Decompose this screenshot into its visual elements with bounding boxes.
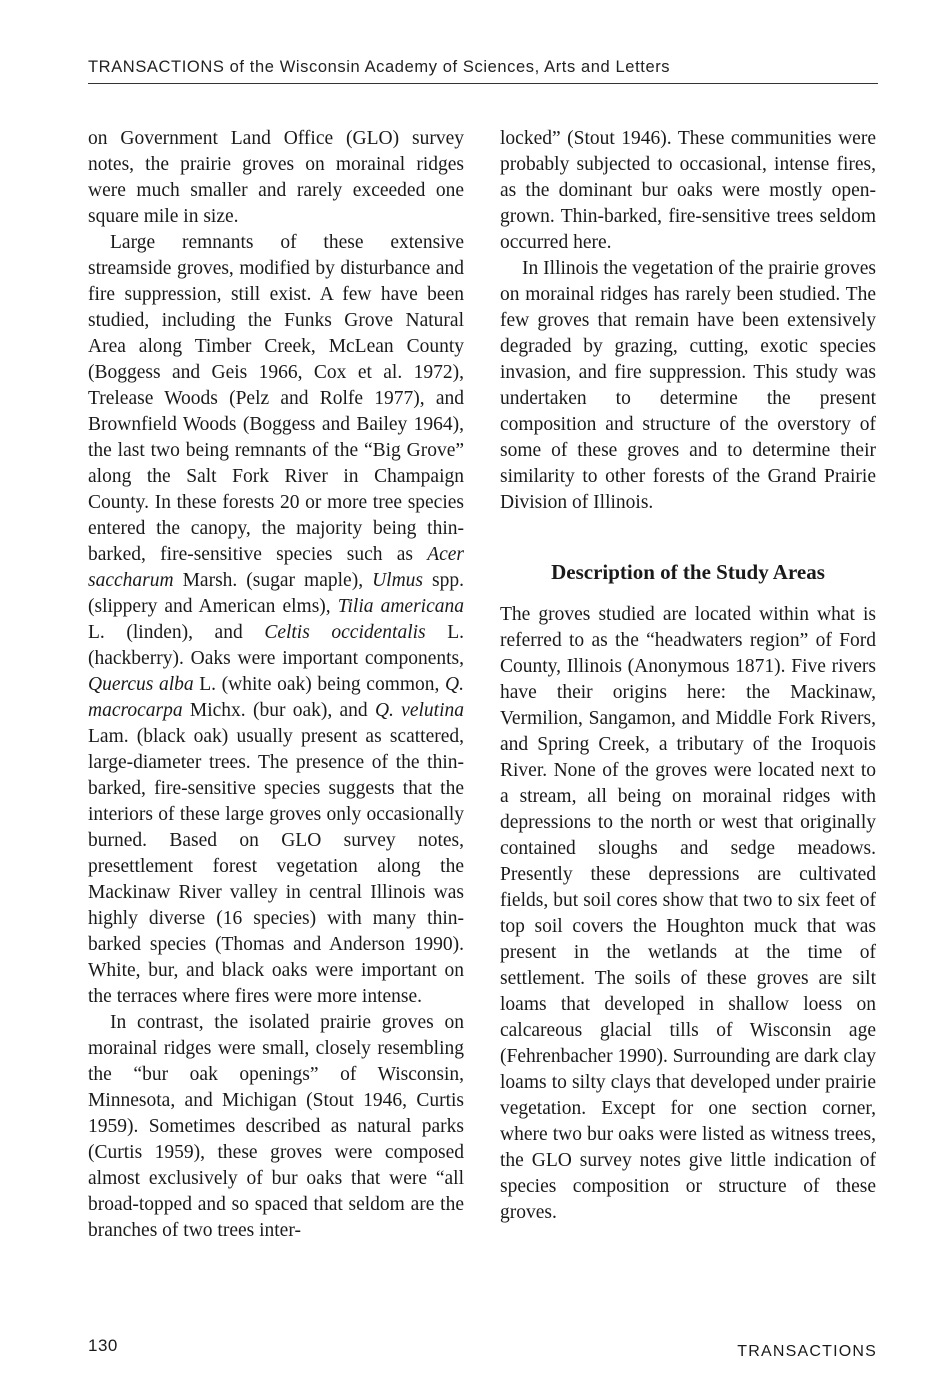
page-number: 130 (88, 1336, 118, 1355)
paragraph: In contrast, the isolated prairie groves on morainal ridges were small, closely resembling the “bur oak openings” of Wisconsin, Minnesota, and Michigan (Stout 1946, Curtis 1959). Sometimes described as natural parks (Curtis 1959), these groves were composed almost exclusively of bur oaks that were “all broad-topped and so spaced that seldom are the branches of two trees inter- (88, 1012, 464, 1241)
left-column (88, 126, 464, 1244)
text-run: Marsh. (sugar maple), (173, 570, 373, 591)
text-run: L. (hackberry). Oaks were important components, (88, 622, 464, 669)
right-column (500, 126, 876, 1226)
species-name: Q. velutina (374, 700, 464, 721)
footer-journal-title: TRANSACTIONS (737, 1343, 877, 1360)
text-run: L. (white oak) being common, (193, 674, 446, 695)
species-name: Tilia americana (337, 596, 464, 617)
paragraph: In Illinois the vegetation of the prairie groves on morainal ridges has rarely been studied. The few groves that remain have been extensively degraded by grazing, cutting, exotic species invasion, and fire suppression. This study was undertaken to determine the present composition and structure of the overstory of some of these groves and to determine their similarity to other forests of the Grand Prairie Division of Illinois. (500, 258, 876, 513)
species-name: Q. macrocarpa (88, 674, 464, 721)
species-name: Celtis occidentalis (264, 622, 426, 643)
species-name: Acer saccharum (88, 544, 464, 591)
text-run: Lam. (black oak) usually present as scattered, large-diameter trees. The presence of the thin-barked, fire-sensitive species suggests that the interiors of these large groves only occasionally burned. Based on GLO survey notes, presettlement forest vegetation along the Mackinaw River valley in central Illinois was highly diverse (16 species) with many thin-barked species (Thomas and Anderson 1990). White, bur, and black oaks were important on the terraces where fires were more intense. (88, 726, 464, 1007)
paragraph: on Government Land Office (GLO) survey notes, the prairie groves on morainal ridges were much smaller and rarely exceeded one square mile in size. (88, 128, 464, 227)
text-run: Michx. (bur oak), and (182, 700, 375, 721)
species-name: Ulmus (372, 570, 424, 591)
text-run: Large remnants of these extensive streamside groves, modified by disturbance and fire suppression, still exist. A few have been studied, including the Funks Grove Natural Area along Timber Creek, McLean County (Boggess and Geis 1966, Cox et al. 1972), Trelease Woods (Pelz and Rolfe 1977), and Brownfield Woods (Boggess and Bailey 1964), the last two being remnants of the “Big Grove” along the Salt Fork River in Champaign County. In these forests 20 or more tree species entered the canopy, the majority being thin-barked, fire-sensitive species such as (88, 232, 464, 565)
section-heading: Description of the Study Areas (551, 560, 825, 584)
header-rule (88, 83, 878, 84)
paragraph: The groves studied are located within what is referred to as the “headwaters region” of Ford County, Illinois (Anonymous 1871). Five rivers have their origins here: the Mackinaw, Vermilion, Sangamon, and Middle Fork Rivers, and Spring Creek, a tributary of the Iroquois River. None of the groves were located next to a stream, all being on morainal ridges with depressions to the north or west that originally contained sloughs and sedge meadows. Presently these depressions are cultivated fields, but soil cores show that two to six feet of top soil covers the Houghton muck that was present in the wetlands at the time of settlement. The soils of these groves are silt loams that developed in shallow loess on calcareous glacial tills of Wisconsin age (Fehrenbacher 1990). Surrounding are dark clay loams to silty clays that developed under prairie vegetation. Except for one section corner, where two bur oaks were listed as witness trees, the GLO survey notes give little indication of species composition or structure of these groves. (500, 604, 876, 1223)
running-head: TRANSACTIONS of the Wisconsin Academy of Sciences, Arts and Letters (88, 58, 671, 76)
text-run: L. (linden), and (88, 622, 265, 643)
paragraph (88, 230, 464, 1010)
paragraph: locked” (Stout 1946). These communities were probably subjected to occasional, intense fires, as the dominant bur oaks were mostly open-grown. Thin-barked, fire-sensitive trees seldom occurred here. (500, 128, 876, 253)
text-run: spp. (slippery and American elms), (88, 570, 464, 617)
species-name: Quercus alba (88, 674, 194, 695)
